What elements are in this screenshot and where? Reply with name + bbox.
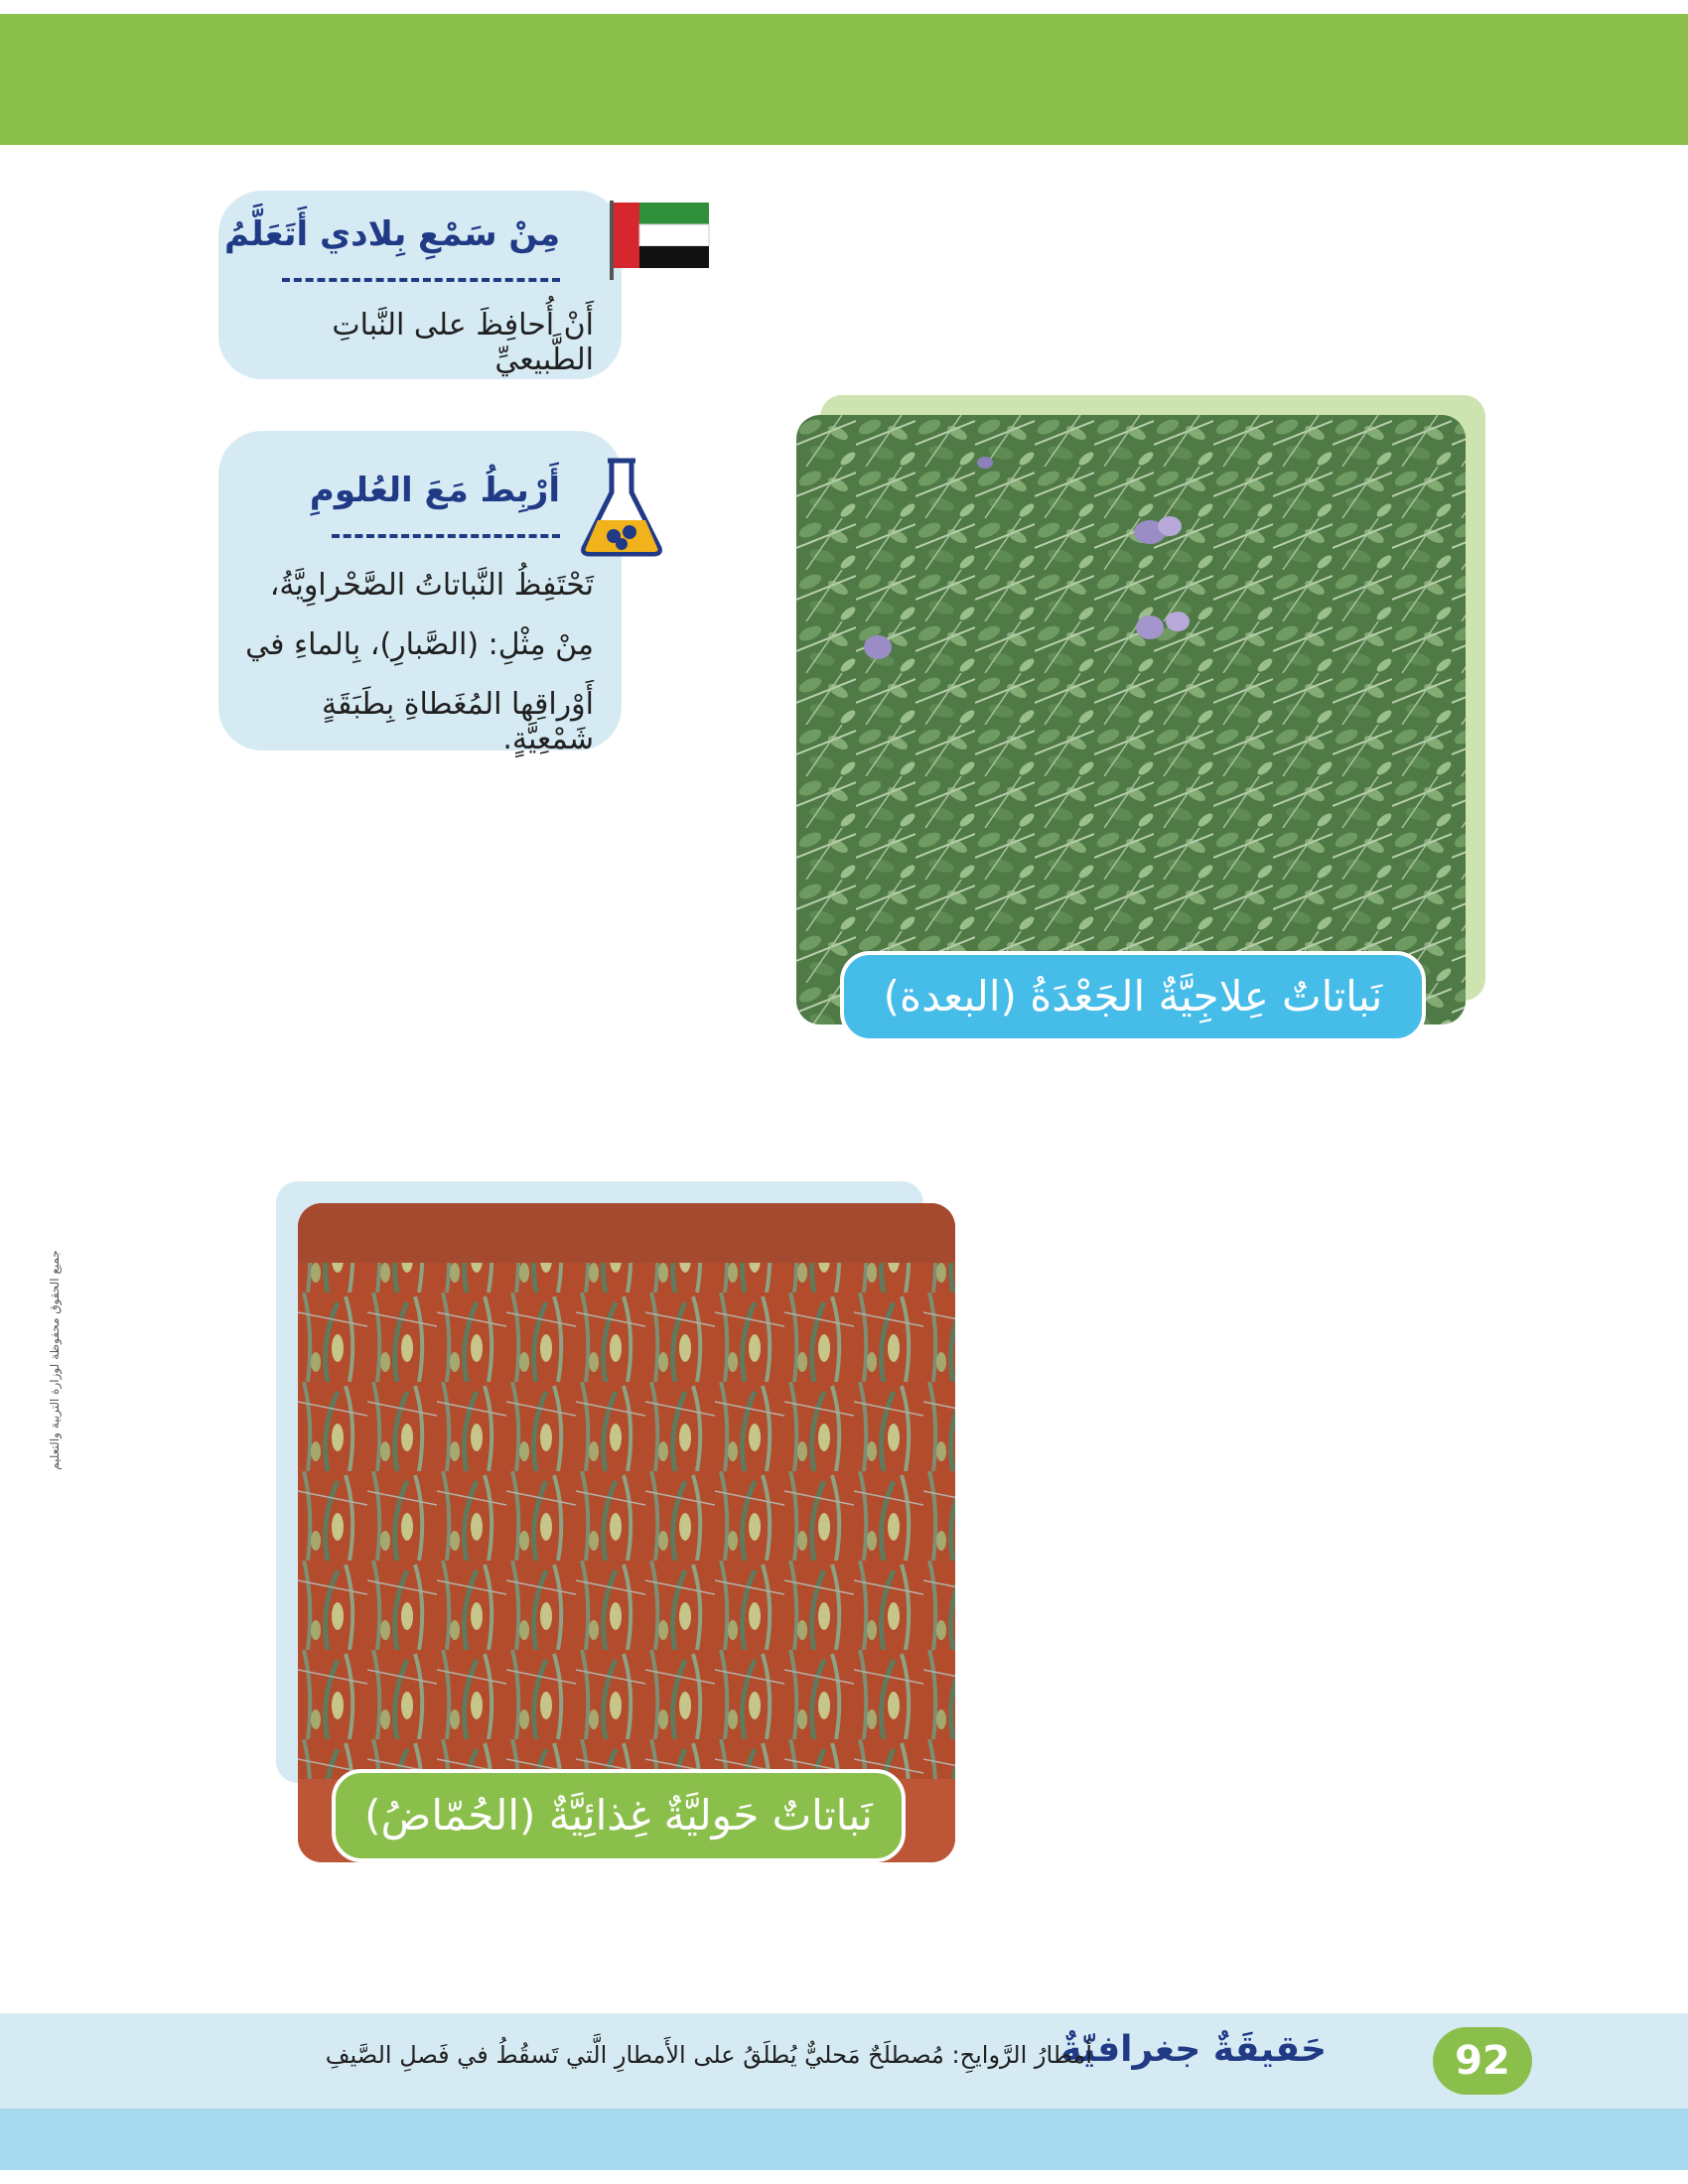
geography-fact-text: أمطارُ الرَّوايحِ: مُصطلَحٌ مَحليٌّ يُطلَقُ على الأَمطارِ الَّتي تَسقُطُ في فَصلِ الصَّيفِ xyxy=(325,2041,1092,2069)
copyright-side-note xyxy=(40,764,70,1956)
annual-plant-photo xyxy=(298,1203,955,1862)
flask-icon xyxy=(574,453,669,560)
science-text-line: تَحْتَفِظُ النَّباتاتُ الصَّحْراوِيَّةُ، xyxy=(269,568,594,603)
page-number: 92 xyxy=(1433,2027,1532,2095)
country-learning-heading: مِنْ سَمْعِ بِلادي أَتَعَلَّمُ xyxy=(224,214,560,254)
science-text-line: مِنْ مِثْلِ: (الصَّبارِ)، بِالماءِ في xyxy=(245,627,594,662)
science-text-line: أَوْراقِها المُغَطاةِ بِطَبَقَةٍ شَمْعِيَّةٍ. xyxy=(321,687,594,756)
geography-fact-title: حَقيقَةٌ جغرافيّةٌ xyxy=(1060,2029,1327,2070)
copyright-side-text: جميع الحقوق محفوظة لوزارة التربية والتعليم xyxy=(48,1250,62,1470)
medicinal-plant-photo xyxy=(796,415,1466,1024)
country-learning-box xyxy=(218,191,622,379)
science-link-box xyxy=(218,431,622,756)
annual-plant-caption: نَباتاتٌ حَوليَّةٌ غِذائِيَّةٌ (الحُمّاضُ) xyxy=(332,1769,906,1862)
footer-strip xyxy=(0,2109,1688,2170)
top-header-band xyxy=(0,14,1688,145)
medicinal-plant-caption: نَباتاتٌ عِلاجِيَّةٌ الجَعْدَةُ (البعدة) xyxy=(840,951,1426,1042)
uae-flag-icon xyxy=(606,195,715,284)
country-learning-text: أَنْ أُحافِظَ على النَّباتِ الطَّبيعيِّ xyxy=(332,308,594,377)
heading-underline xyxy=(332,534,560,538)
science-link-heading: أَرْبِطُ مَعَ العُلومِ xyxy=(309,471,560,510)
heading-underline xyxy=(282,278,560,282)
